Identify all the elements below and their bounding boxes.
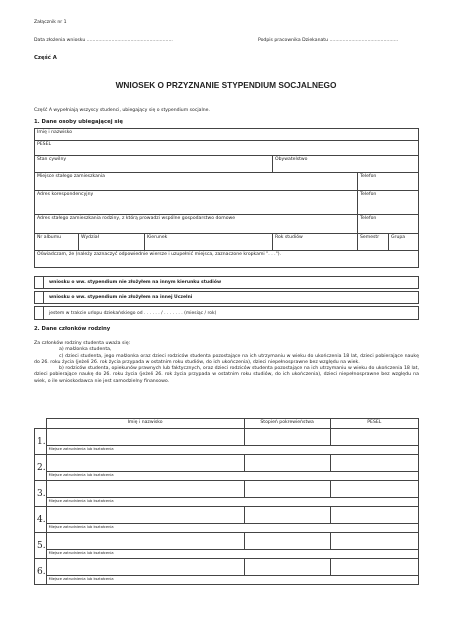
- definition-item-a: a) małżonka studenta,: [59, 347, 112, 353]
- phone-field[interactable]: Telefon: [358, 173, 419, 191]
- checkbox[interactable]: [35, 277, 44, 289]
- definition-item-b: b) rodziców studenta, opiekunów prawnych lub faktycznych, oraz dzieci rodziców studenta pozostające na ich utrzymaniu w wieku do ukończenia 18 lat, dzieci pobierające naukę do 26. roku życia (jeżeli 26. rok życia przypada w ostatnim roku studiów, do ich ukończenia), dzieci niepełnosprawne bez względu na wiek, o ile wnioskodawca nie jest samodzielny finansowo.: [34, 366, 419, 384]
- workplace-field[interactable]: Miejsce zatrudnienia lub kształcenia: [46, 446, 418, 455]
- correspondence-address-field[interactable]: Adres korespondencyjny: [35, 191, 358, 215]
- declaration-text: Oświadczam, że (należy zaznaczyć odpowiednie wiersze i uzupełnić miejsca, zaznaczone kropkami ". . .").: [35, 251, 419, 268]
- declaration-option-row: [34, 291, 419, 304]
- member-name-field[interactable]: [46, 429, 244, 446]
- definition-item-c: c) dzieci studenta, jego małżonka oraz dzieci rodziców studenta pozostające na ich utrzymaniu w wieku do ukończenia 18 lat, dzieci pobierające naukę do 26. roku życia (jeżeli 26. rok życia przypada w ostatnim roku studiów, do ich ukończenia), dzieci niepełnosprawne bez względu na wiek.: [34, 353, 419, 365]
- member-name-field[interactable]: [46, 507, 244, 524]
- checkbox[interactable]: [35, 307, 44, 320]
- declaration-option-row: [34, 276, 419, 289]
- member-pesel-field[interactable]: [330, 455, 418, 472]
- submission-date-field[interactable]: Data złożenia wniosku ...........................................................: [34, 38, 173, 43]
- album-number-field[interactable]: Nr albumu: [35, 234, 79, 251]
- workplace-field[interactable]: Miejsce zatrudnienia lub kształcenia: [46, 472, 418, 481]
- member-pesel-field[interactable]: [330, 559, 418, 576]
- row-number: 3.: [35, 481, 47, 507]
- member-pesel-field[interactable]: [330, 507, 418, 524]
- member-relation-field[interactable]: [244, 507, 330, 524]
- civil-status-field[interactable]: Stan cywilny: [35, 156, 273, 173]
- family-definition: [34, 341, 419, 385]
- member-relation-field[interactable]: [244, 559, 330, 576]
- dean-office-signature-field[interactable]: Podpis pracownika Dziekanatu ...............................................: [258, 38, 399, 43]
- option-text: wniosku o ww. stypendium nie złożyłem na innej Uczelni: [49, 295, 193, 300]
- pesel-field[interactable]: PESEL: [35, 141, 419, 156]
- member-name-field[interactable]: [46, 455, 244, 472]
- member-relation-field[interactable]: [244, 533, 330, 550]
- member-relation-field[interactable]: [244, 455, 330, 472]
- member-name-field[interactable]: [46, 481, 244, 498]
- section2-heading: 2. Dane członków rodziny: [34, 326, 111, 332]
- part-label: Część A: [34, 55, 57, 61]
- section1-heading: 1. Dane osoby ubiegającej się: [34, 119, 123, 125]
- row-number: 1.: [35, 429, 47, 455]
- row-number: 4.: [35, 507, 47, 533]
- semester-field[interactable]: Semestr: [358, 234, 389, 251]
- workplace-field[interactable]: Miejsce zatrudnienia lub kształcenia: [46, 550, 418, 559]
- member-pesel-field[interactable]: [330, 429, 418, 446]
- workplace-field[interactable]: Miejsce zatrudnienia lub kształcenia: [46, 498, 418, 507]
- member-name-field[interactable]: [46, 533, 244, 550]
- phone-field[interactable]: Telefon: [358, 191, 419, 215]
- member-pesel-field[interactable]: [330, 533, 418, 550]
- group-field[interactable]: Grupa: [389, 234, 419, 251]
- column-header: PESEL: [330, 419, 418, 429]
- member-pesel-field[interactable]: [330, 481, 418, 498]
- form-title: WNIOSEK O PRZYZNANIE STYPENDIUM SOCJALNEGO: [115, 80, 337, 90]
- name-field[interactable]: Imię i nazwisko: [35, 129, 419, 141]
- row-number: 2.: [35, 455, 47, 481]
- family-address-field[interactable]: Adres stałego zamieszkania rodziny, z którą prowadzi wspólne gospodarstwo domowe: [35, 215, 358, 234]
- workplace-field[interactable]: Miejsce zatrudnienia lub kształcenia: [46, 576, 418, 585]
- faculty-field[interactable]: Wydział: [79, 234, 145, 251]
- applicant-data-table: [34, 128, 419, 268]
- citizenship-field[interactable]: Obywatelstwo: [273, 156, 419, 173]
- option-text: wniosku o ww. stypendium nie złożyłem na innym kierunku studiów: [49, 280, 222, 285]
- column-header: Stopień pokrewieństwa: [244, 419, 330, 429]
- declaration-option-row: [34, 306, 419, 320]
- residence-field[interactable]: Miejsce stałego zamieszkania: [35, 173, 358, 191]
- family-members-table: [34, 418, 419, 585]
- workplace-field[interactable]: Miejsce zatrudnienia lub kształcenia: [46, 524, 418, 533]
- member-relation-field[interactable]: [244, 429, 330, 446]
- column-header: Imię i nazwisko: [46, 419, 244, 429]
- year-of-study-field[interactable]: Rok studiów: [273, 234, 358, 251]
- row-number: 6.: [35, 559, 47, 585]
- option-text: jestem w trakcie urlopu dziekańskiego od . . . . . . / . . . . . . . (miesiąc / rok): [49, 311, 217, 316]
- member-relation-field[interactable]: [244, 481, 330, 498]
- attachment-label: Załącznik nr 1: [34, 20, 67, 25]
- member-name-field[interactable]: [46, 559, 244, 576]
- field-of-study-field[interactable]: Kierunek: [145, 234, 273, 251]
- checkbox[interactable]: [35, 292, 44, 304]
- definition-intro: Za członków rodziny studenta uważa się:: [34, 341, 131, 346]
- row-number: 5.: [35, 533, 47, 559]
- part-intro: Część A wypełniają wszyscy studenci, ubiegający się o stypendium socjalne.: [34, 108, 210, 113]
- phone-field[interactable]: Telefon: [358, 215, 419, 234]
